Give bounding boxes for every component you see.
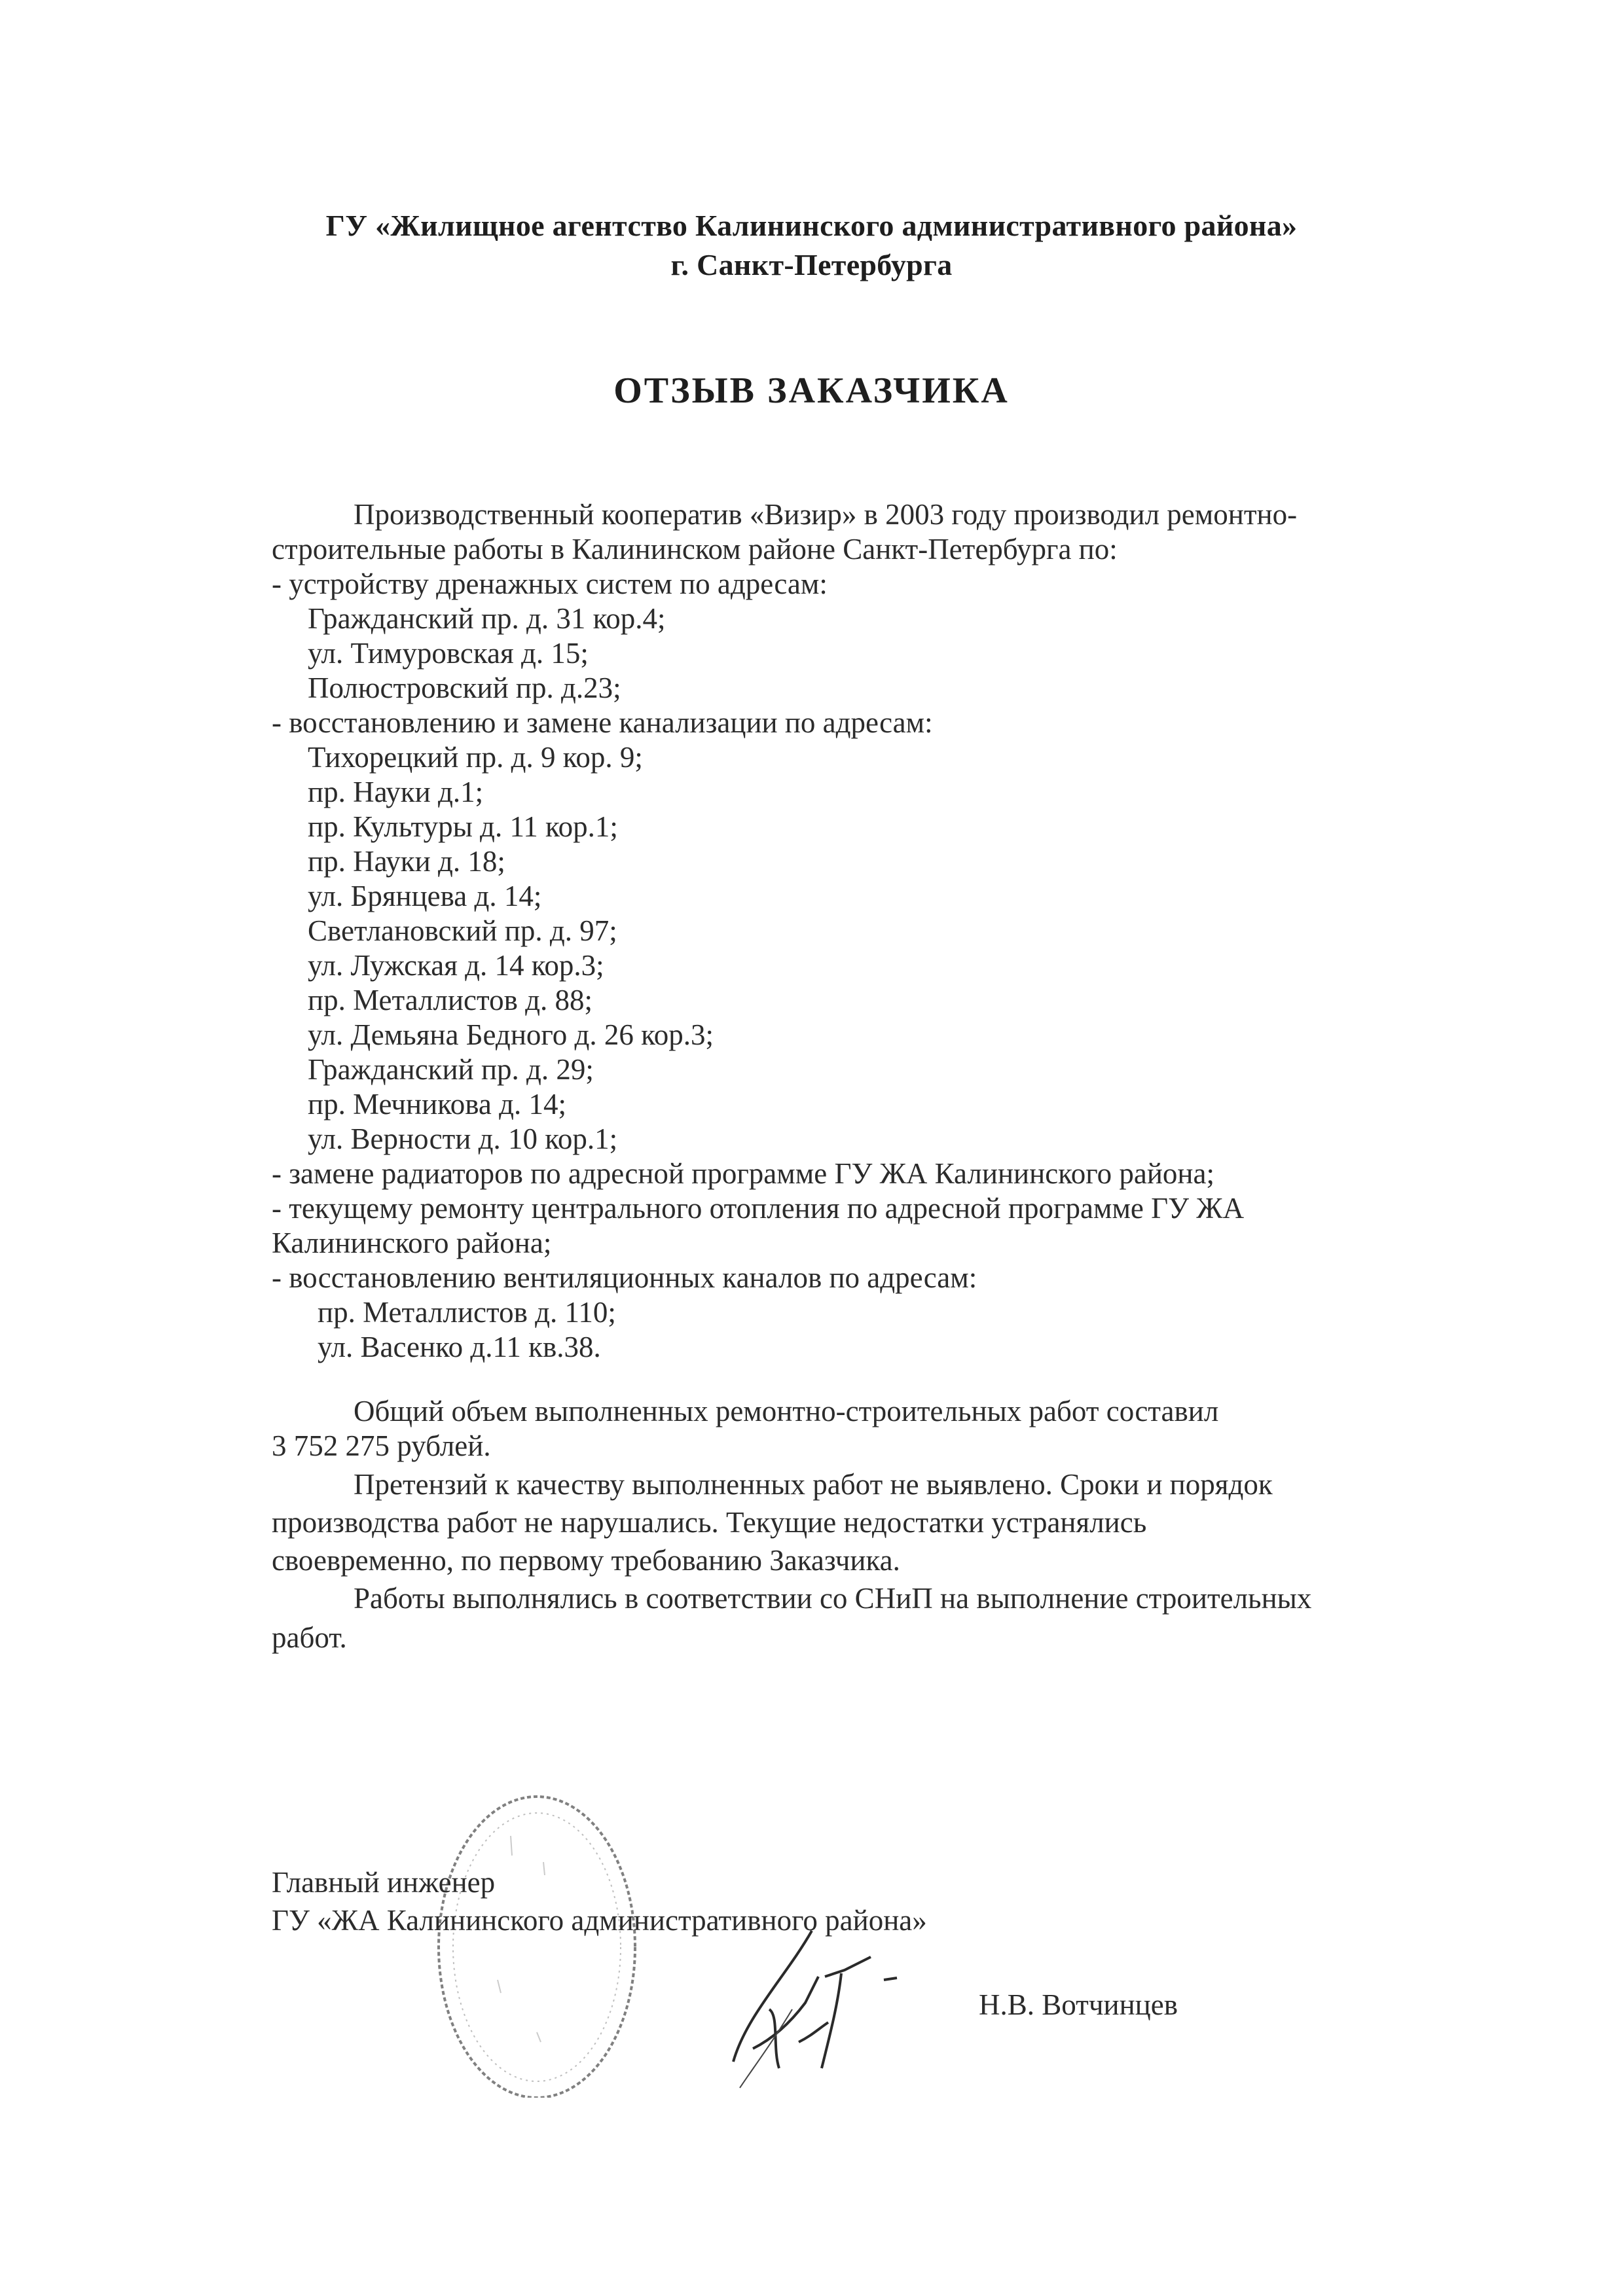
address-item: Гражданский пр. д. 29; xyxy=(308,1053,594,1086)
summary-volume-line-2: 3 752 275 рублей. xyxy=(272,1429,491,1462)
address-item: Полюстровский пр. д.23; xyxy=(308,672,621,704)
signatory-position: Главный инженер xyxy=(272,1866,496,1899)
document-title: ОТЗЫВ ЗАКАЗЧИКА xyxy=(613,370,1010,411)
address-item: ул. Брянцева д. 14; xyxy=(308,880,542,912)
section-heading-ventilation: - восстановлению вентиляционных каналов по адресам: xyxy=(272,1261,977,1294)
address-item: ул. Лужская д. 14 кор.3; xyxy=(308,949,604,982)
signatory-organization: ГУ «ЖА Калининского административного района» xyxy=(272,1904,927,1937)
signature-icon xyxy=(707,1918,956,2101)
summary-claims-line-2: производства работ не нарушались. Текущие недостатки устранялись xyxy=(272,1506,1147,1539)
address-item: ул. Демьяна Бедного д. 26 кор.3; xyxy=(308,1018,714,1051)
address-item: пр. Металлистов д. 88; xyxy=(308,984,593,1016)
section-radiators: - замене радиаторов по адресной программе ГУ ЖА Калининского района; xyxy=(272,1157,1214,1190)
section-heating-line-1: - текущему ремонту центрального отопления по адресной программе ГУ ЖА xyxy=(272,1192,1245,1225)
address-item: ул. Верности д. 10 кор.1; xyxy=(308,1122,618,1155)
summary-norms-line-1: Работы выполнялись в соответствии со СНиП на выполнение строительных xyxy=(354,1582,1312,1615)
header-organization: ГУ «Жилищное агентство Калининского административного района» xyxy=(325,209,1298,242)
address-item: пр. Мечникова д. 14; xyxy=(308,1088,567,1121)
summary-volume-line-1: Общий объем выполненных ремонтно-строительных работ составил xyxy=(354,1395,1219,1427)
summary-claims-line-1: Претензий к качеству выполненных работ не выявлено. Сроки и порядок xyxy=(354,1468,1273,1501)
address-item: пр. Науки д.1; xyxy=(308,776,484,808)
section-heading-drainage: - устройству дренажных систем по адресам: xyxy=(272,567,828,600)
address-item: ул. Васенко д.11 кв.38. xyxy=(318,1331,601,1363)
seal-icon xyxy=(406,1784,720,2098)
summary-norms-line-2: работ. xyxy=(272,1621,347,1654)
address-item: Светлановский пр. д. 97; xyxy=(308,914,617,947)
address-item: Гражданский пр. д. 31 кор.4; xyxy=(308,602,666,635)
section-heading-sewerage: - восстановлению и замене канализации по адресам: xyxy=(272,706,933,739)
address-item: пр. Науки д. 18; xyxy=(308,845,505,878)
address-item: пр. Металлистов д. 110; xyxy=(318,1296,616,1329)
header-city: г. Санкт-Петербурга xyxy=(670,248,953,281)
address-item: пр. Культуры д. 11 кор.1; xyxy=(308,810,618,843)
section-heating-line-2: Калининского района; xyxy=(272,1227,552,1259)
address-item: Тихорецкий пр. д. 9 кор. 9; xyxy=(308,741,643,774)
signatory-name: Н.В. Вотчинцев xyxy=(979,1988,1178,2021)
intro-line-2: строительные работы в Калининском районе Санкт-Петербурга по: xyxy=(272,533,1118,565)
summary-claims-line-3: своевременно, по первому требованию Заказчика. xyxy=(272,1544,900,1577)
address-item: ул. Тимуровская д. 15; xyxy=(308,637,589,670)
intro-line-1: Производственный кооператив «Визир» в 2003 году производил ремонтно- xyxy=(354,498,1298,531)
